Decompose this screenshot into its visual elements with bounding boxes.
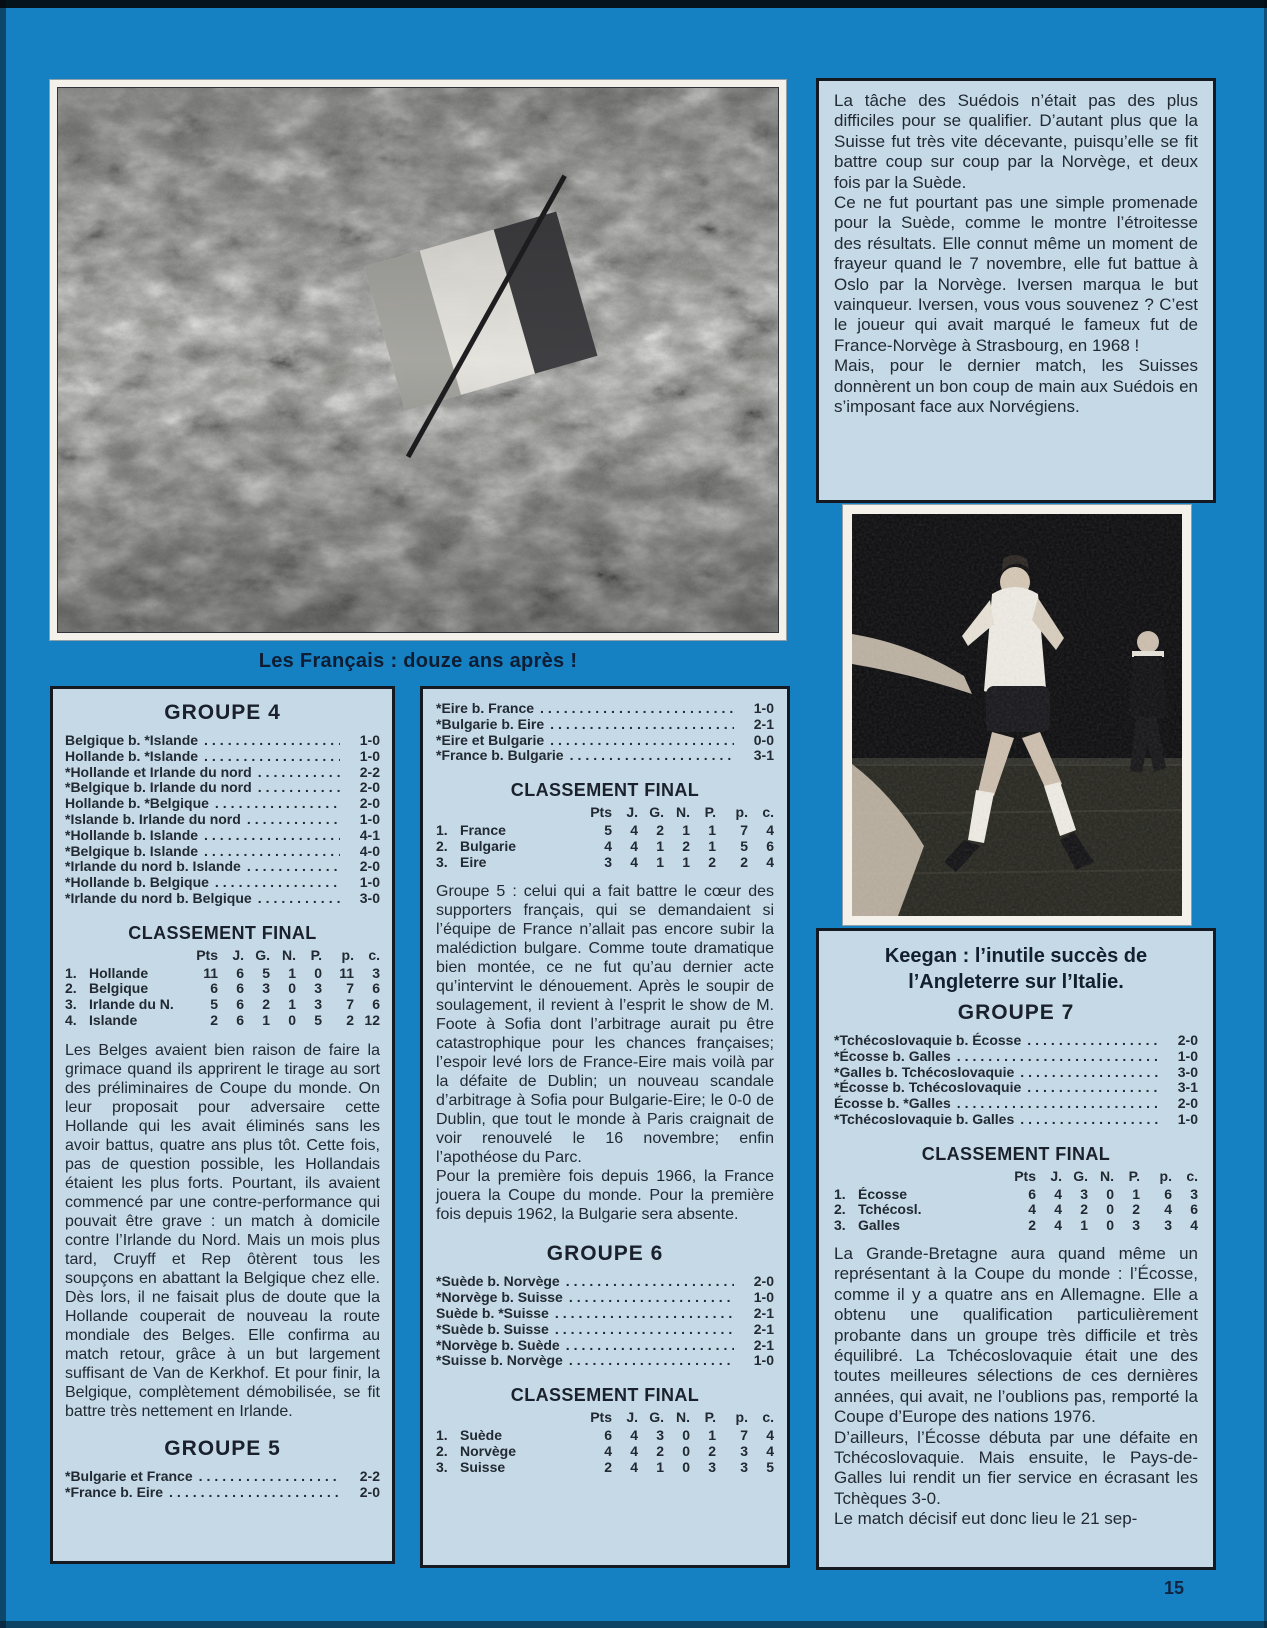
crowd-photo-caption: Les Français : douze ans après ! <box>258 650 578 672</box>
match-label: *Norvège b. Suisse <box>436 1289 563 1306</box>
team-name: Suisse <box>460 1459 506 1475</box>
group6-article-1: La tâche des Suédois n’était pas des plus difficiles pour se qualifier. D’autant plus que la Suisse fut très vite décevante, puisqu’elle se fit battre coup sur coup par la Norvège, et deux fois par la Suède. <box>834 91 1198 192</box>
group4-panel <box>50 686 395 1564</box>
match-score: 2-1 <box>753 1304 774 1321</box>
classement-row: 2. Belgique 6 6 3 0 3 7 6 <box>65 980 380 997</box>
match-score: 2-2 <box>359 1467 380 1484</box>
match-label: *Suisse b. Norvège <box>436 1352 563 1369</box>
match-label: Écosse b. *Galles <box>834 1095 951 1112</box>
classement-row: 2. Norvège 4 4 2 0 2 3 4 <box>436 1442 774 1459</box>
classement-row: 1. Hollande 11 6 5 1 0 11 3 <box>65 964 380 981</box>
match-score: 2-2 <box>359 763 380 780</box>
team-name: Galles <box>858 1218 901 1234</box>
team-name: Islande <box>89 1012 138 1028</box>
match-label: *Écosse b. Galles <box>834 1047 951 1064</box>
classement-row: 2. Tchécosl. 4 4 2 0 2 4 6 <box>834 1201 1198 1218</box>
match-label: *Suède b. Norvège <box>436 1273 560 1290</box>
match-score: 1-0 <box>359 732 380 748</box>
match-result-row <box>834 1112 1198 1128</box>
classement-table <box>65 966 380 1029</box>
dot-leader <box>215 796 340 812</box>
classement-table <box>436 823 774 870</box>
group7-results <box>834 1033 1198 1128</box>
classement-row: 3. Eire 3 4 1 1 2 2 4 <box>436 853 774 870</box>
dot-leader <box>566 1274 734 1290</box>
match-score: 2-0 <box>359 779 380 796</box>
classement-header: Pts J. G. N. P. p. c. <box>590 804 774 821</box>
dot-leader <box>258 765 340 781</box>
team-name: Norvège <box>460 1443 517 1459</box>
classement-header: Pts J. G. N. P. p. c. <box>1014 1167 1198 1184</box>
match-result-row <box>65 749 380 765</box>
group5-results-continued <box>436 701 774 764</box>
match-result-row <box>65 844 380 860</box>
group5-article-2: Pour la première fois depuis 1966, la France jouera la Coupe du monde. Pour la première fois depuis 1962, la Bulgarie sera absente. <box>436 1168 774 1224</box>
dot-leader <box>569 1353 734 1369</box>
team-name: Suède <box>460 1427 503 1443</box>
dot-leader <box>247 859 340 875</box>
match-result-row <box>436 1353 774 1369</box>
match-result-row <box>834 1065 1198 1081</box>
match-label: *Hollande et Irlande du nord <box>65 763 252 780</box>
dot-leader <box>555 1306 734 1322</box>
match-score: 3-1 <box>753 747 774 764</box>
match-result-row <box>436 1306 774 1322</box>
dot-leader <box>199 1469 340 1485</box>
match-result-row <box>436 733 774 749</box>
match-score: 2-1 <box>753 715 774 732</box>
match-label: *Islande b. Irlande du nord <box>65 810 241 827</box>
match-score: 4-0 <box>359 842 380 859</box>
match-result-row <box>834 1096 1198 1112</box>
match-result-row <box>436 1322 774 1338</box>
group4-results <box>65 733 380 907</box>
classement-row: 2. Bulgarie 4 4 1 2 1 5 6 <box>436 837 774 854</box>
keegan-photo <box>843 505 1191 925</box>
classement-row: 4. Islande 2 6 1 0 5 2 12 <box>65 1011 380 1028</box>
team-name: France <box>460 822 506 838</box>
dot-leader <box>258 780 340 796</box>
dot-leader <box>1027 1033 1158 1049</box>
match-score: 4-1 <box>359 826 380 843</box>
match-result-row <box>65 828 380 844</box>
match-result-row <box>65 1485 380 1501</box>
group5-title: GROUPE 5 <box>164 1436 281 1460</box>
match-label: Hollande b. *Islande <box>65 747 199 764</box>
page-number: 15 <box>1164 1578 1185 1598</box>
classement-title: CLASSEMENT FINAL <box>510 1385 700 1406</box>
match-label: *Galles b. Tchécoslovaquie <box>834 1063 1015 1080</box>
match-score: 1-0 <box>753 1289 774 1306</box>
team-name: Eire <box>460 854 487 870</box>
dot-leader <box>169 1485 340 1501</box>
dot-leader <box>957 1096 1158 1112</box>
classement-row: 1. Suède 6 4 3 0 1 7 4 <box>436 1426 774 1443</box>
match-result-row <box>436 748 774 764</box>
dot-leader <box>569 1290 734 1306</box>
match-label: *Irlande du nord b. Islande <box>65 858 241 875</box>
match-label: Belgique b. *Islande <box>65 732 199 748</box>
classement-title: CLASSEMENT FINAL <box>510 780 700 801</box>
match-score: 3-0 <box>1177 1063 1198 1080</box>
match-score: 2-0 <box>1177 1095 1198 1112</box>
match-score: 1-0 <box>359 874 380 891</box>
match-result-row <box>65 875 380 891</box>
crowd-photo <box>50 80 786 640</box>
match-label: *Eire et Bulgarie <box>436 731 545 748</box>
match-score: 1-0 <box>753 1352 774 1369</box>
match-result-row <box>65 1469 380 1485</box>
group6-article-panel <box>816 78 1216 503</box>
match-result-row <box>65 765 380 781</box>
match-result-row <box>65 891 380 907</box>
team-name: Bulgarie <box>460 838 517 854</box>
dot-leader <box>204 844 340 860</box>
classement-row: 3. Galles 2 4 1 0 3 3 4 <box>834 1217 1198 1234</box>
match-score: 0-0 <box>753 731 774 748</box>
team-name: Hollande <box>89 965 149 981</box>
match-score: 1-0 <box>359 810 380 827</box>
match-label: Hollande b. *Belgique <box>65 795 209 812</box>
group6-title: GROUPE 6 <box>546 1242 664 1266</box>
group6-results <box>436 1274 774 1369</box>
match-score: 1-0 <box>1177 1110 1198 1127</box>
match-result-row <box>834 1049 1198 1065</box>
match-result-row <box>436 1274 774 1290</box>
match-result-row <box>436 1338 774 1354</box>
group4-title: GROUPE 4 <box>164 701 281 724</box>
dot-leader <box>204 828 340 844</box>
dot-leader <box>550 717 734 733</box>
match-score: 2-1 <box>753 1336 774 1353</box>
match-result-row <box>436 717 774 733</box>
group7-article-1: La Grande-Bretagne aura quand même un représentant à la Coupe du monde : l’Écosse, comme il y a quatre ans en Allemagne. Elle a obtenu une qualification particulièrement probante dans un groupe très difficile et très équilibré. La Tchécoslovaquie était une des toutes meilleures sélections de ces dernières années, qui avait, ne l’oublions pas, remporté la Coupe d’Europe des nations 1976. <box>834 1243 1198 1427</box>
group7-article-2: D’ailleurs, l’Écosse débuta par une défaite en Tchécoslovaquie. Mais ensuite, le Pays-de-Galles lui rendit un fier service en écrasant les Tchèques 3-0. <box>834 1427 1198 1508</box>
match-label: *Belgique b. Islande <box>65 842 199 859</box>
match-result-row <box>436 701 774 717</box>
group7-article-3: Le match décisif eut donc lieu le 21 sep- <box>834 1509 1138 1529</box>
dot-leader <box>555 1322 734 1338</box>
match-label: *Tchécoslovaquie b. Galles <box>834 1110 1015 1127</box>
classement-header: Pts J. G. N. P. p. c. <box>590 1409 774 1426</box>
match-score: 3-0 <box>359 889 380 906</box>
dot-leader <box>215 875 340 891</box>
dot-leader <box>566 1338 734 1354</box>
group5-article: Groupe 5 : celui qui a fait battre le cœur des supporters français, qui se demandaient si l’équipe de France n’allait pas encore subir la malédiction bulgare. Comme toute dramatique bien montée, ce ne fut qu’au dernier acte qu’intervint le dénouement. Après le soupir de soulagement, il revient à l’esprit le show de M. Foote à Sofia dont l’arbitrage aurait pu être catastrophique pour les chances françaises; l’espoir levé lors de France-Eire mais voilà par la défaite de Dublin; un nouveau scandale d’arbitrage à Sofia pour Bulgarie-Eire; le 0-0 de Dublin, que tout le monde à Paris craignait de voir renouvelé le 16 novembre; enfin l’apothéose du Parc. <box>436 883 774 1167</box>
dot-leader <box>204 749 340 765</box>
group6-article-2: Ce ne fut pourtant pas une simple promenade pour la Suède, comme le montre l’étroitesse des résultats. Elle connut même un moment de frayeur quand le 7 novembre, elle fut battue à Oslo par la Norvège. Iversen marqua le but vainqueur. Iversen, vous vous souvenez ? C’est le joueur qui avait marqué le fameux fut de France-Norvège à Strasbourg, en 1968 ! <box>834 193 1198 355</box>
match-result-row <box>65 780 380 796</box>
crowd-photo-image <box>58 88 778 632</box>
match-score: 1-0 <box>1177 1047 1198 1064</box>
classement-row: 1. Écosse 6 4 3 0 1 6 3 <box>834 1185 1198 1202</box>
group4-article: Les Belges avaient bien raison de faire la grimace quand ils apprirent le tirage au sort des préliminaires de Coupe du monde. On leur proposait pour adversaire cette Hollande qui les avait éliminés sans les avoir battus, quatre ans plus tôt. Cette fois, pas de question possible, les Hollandais étaient les plus forts. Pourtant, ils avaient commencé par une contre-performance qui pouvait être grave : un match à domicile contre l’Irlande du Nord. Mais un mois plus tard, Cruyff et Rep ôtèrent tous les soupçons en abattant la Belgique chez elle. Dès lors, il ne faisait plus de doute que la Hollande couperait de nouveau la route mondiale des Belges. Elle confirma au match retour, grâce à un but largement suffisant de Van de Kerkhof. Et pour finir, la Belgique, complètement démobilisée, se fit battre très nettement en Irlande. <box>65 1041 380 1420</box>
match-label: Suède b. *Suisse <box>436 1304 549 1321</box>
group5-group6-panel <box>420 686 790 1568</box>
classement-header: Pts J. G. N. P. p. c. <box>196 946 380 963</box>
classement-table <box>436 1428 774 1475</box>
team-name: Tchécosl. <box>858 1202 922 1218</box>
match-label: *Bulgarie et France <box>65 1467 193 1484</box>
classement-table <box>834 1187 1198 1234</box>
match-label: *Norvège b. Suède <box>436 1336 560 1353</box>
classement-row: 3. Irlande du N. 5 6 2 1 3 7 6 <box>65 996 380 1013</box>
group7-panel <box>816 928 1216 1570</box>
match-score: 2-0 <box>359 795 380 812</box>
match-result-row <box>834 1033 1198 1049</box>
match-score: 2-0 <box>359 1483 380 1500</box>
dot-leader <box>957 1049 1158 1065</box>
match-result-row <box>436 1290 774 1306</box>
dot-leader <box>550 733 734 749</box>
match-label: *Belgique b. Irlande du nord <box>65 779 252 796</box>
match-result-row <box>65 733 380 749</box>
match-label: *Bulgarie b. Eire <box>436 715 545 732</box>
keegan-photo-image <box>852 514 1182 916</box>
classement-row: 1. France 5 4 2 1 1 7 4 <box>436 821 774 838</box>
keegan-photo-caption: Keegan : l’inutile succès de l’Angleterre sur l’Italie. <box>884 945 1148 993</box>
match-score: 2-0 <box>1177 1032 1198 1048</box>
team-name: Écosse <box>858 1186 908 1202</box>
match-score: 2-0 <box>359 858 380 875</box>
team-name: Irlande du N. <box>89 997 174 1013</box>
match-label: *Hollande b. Belgique <box>65 874 209 891</box>
match-label: *Tchécoslovaquie b. Écosse <box>834 1032 1022 1048</box>
group6-article-3: Mais, pour le dernier match, les Suisses donnèrent un bon coup de main aux Suédois en s’imposant face aux Norvégiens. <box>834 356 1198 417</box>
classement-row: 3. Suisse 2 4 1 0 3 3 5 <box>436 1458 774 1475</box>
match-label: *France b. Bulgarie <box>436 747 564 764</box>
dot-leader <box>540 701 734 717</box>
match-label: *France b. Eire <box>65 1483 164 1500</box>
dot-leader <box>258 891 340 907</box>
match-score: 2-1 <box>753 1320 774 1337</box>
match-label: *Suède b. Suisse <box>436 1320 549 1337</box>
dot-leader <box>570 748 734 764</box>
dot-leader <box>1027 1080 1158 1096</box>
match-score: 3-1 <box>1177 1079 1198 1096</box>
match-result-row <box>65 812 380 828</box>
dot-leader <box>247 812 340 828</box>
team-name: Belgique <box>89 981 149 997</box>
match-result-row <box>65 796 380 812</box>
match-result-row <box>834 1080 1198 1096</box>
match-label: *Écosse b. Tchécoslovaquie <box>834 1079 1022 1096</box>
match-score: 1-0 <box>359 747 380 764</box>
match-label: *Hollande b. Islande <box>65 826 199 843</box>
dot-leader <box>204 733 340 749</box>
dot-leader <box>1020 1112 1158 1128</box>
classement-title: CLASSEMENT FINAL <box>921 1143 1111 1164</box>
match-score: 2-0 <box>753 1273 774 1290</box>
classement-title: CLASSEMENT FINAL <box>128 922 317 943</box>
match-label: *Irlande du nord b. Belgique <box>65 889 252 906</box>
dot-leader <box>1020 1065 1158 1081</box>
match-result-row <box>65 859 380 875</box>
group5-results-start <box>65 1469 380 1501</box>
match-label: *Eire b. France <box>436 700 535 716</box>
match-score: 1-0 <box>753 700 774 716</box>
group7-title: GROUPE 7 <box>957 1001 1075 1024</box>
